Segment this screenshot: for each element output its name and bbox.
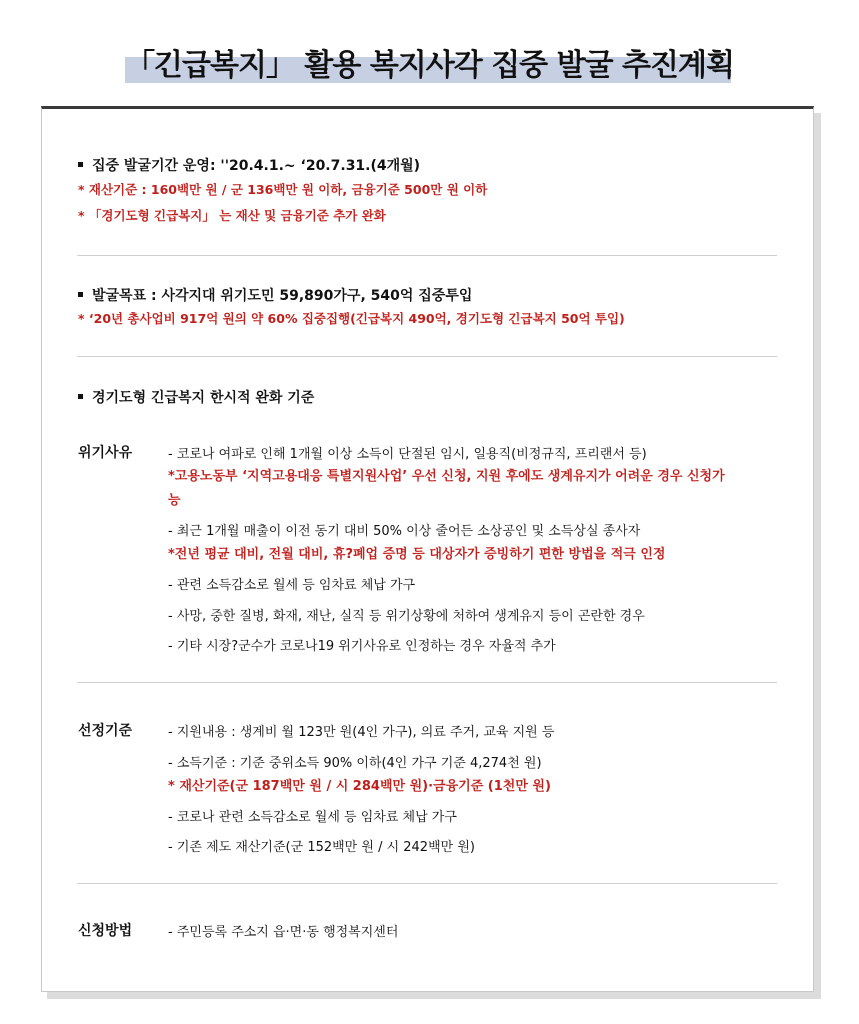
apply-item: - 주민등록 주소지 읍·면·동 행정복지센터	[168, 925, 399, 940]
period-note: * 재산기준 : 160백만 원 / 군 136백만 원 이하, 금융기준 500만 원 이하	[78, 182, 488, 197]
square-bullet-icon	[78, 394, 83, 399]
criteria-heading	[78, 387, 314, 407]
crisis-note-cont: 능	[168, 493, 181, 508]
square-bullet-icon	[78, 292, 83, 297]
selection-item: - 지원내용 : 생계비 월 123만 원(4인 가구), 의료 주거, 교육 지원 등	[168, 725, 555, 740]
divider	[77, 883, 777, 884]
divider	[77, 255, 777, 256]
period-note: * 「경기도형 긴급복지」 는 재산 및 금융기준 추가 완화	[78, 208, 386, 223]
divider	[77, 356, 777, 357]
period-heading	[78, 155, 420, 175]
selection-item: - 소득기준 : 기준 중위소득 90% 이하(4인 가구 기준 4,274천 원)	[168, 756, 542, 771]
crisis-label: 위기사유	[78, 445, 133, 461]
crisis-item: - 코로나 여파로 인해 1개월 이상 소득이 단절된 임시, 일용직(비정규직, 프리랜서 등)	[168, 447, 647, 462]
selection-note: * 재산기준(군 187백만 원 / 시 284백만 원)·금융기준 (1천만 원)	[168, 779, 551, 794]
goal-heading-text: 발굴목표 : 사각지대 위기도민 59,890가구, 540억 집중투입	[92, 288, 473, 304]
title-area	[0, 30, 859, 90]
crisis-note: *전년 평균 대비, 전월 대비, 휴?폐업 증명 등 대상자가 증빙하기 편한 방법을 적극 인정	[168, 547, 666, 562]
crisis-item: - 최근 1개월 매출이 이전 동기 대비 50% 이상 줄어든 소상공인 및 소득상실 종사자	[168, 524, 641, 539]
divider	[77, 682, 777, 683]
selection-label: 선정기준	[78, 723, 133, 739]
crisis-item: - 사망, 중한 질병, 화재, 재난, 실직 등 위기상황에 처하여 생계유지 등이 곤란한 경우	[168, 609, 645, 624]
goal-note: * ‘20년 총사업비 917억 원의 약 60% 집중집행(긴급복지 490억, 경기도형 긴급복지 50억 투입)	[78, 311, 625, 326]
apply-label: 신청방법	[78, 923, 133, 939]
square-bullet-icon	[78, 162, 83, 167]
goal-heading	[78, 285, 472, 305]
crisis-note: *고용노동부 ‘지역고용대응 특별지원사업’ 우선 신청, 지원 후에도 생계유지가 어려운 경우 신청가	[168, 469, 725, 484]
crisis-item: - 기타 시장?군수가 코로나19 위기사유로 인정하는 경우 자율적 추가	[168, 639, 556, 654]
selection-item: - 기존 제도 재산기준(군 152백만 원 / 시 242백만 원)	[168, 840, 475, 855]
period-heading-text: 집중 발굴기간 운영: ''20.4.1.~ ‘20.7.31.(4개월)	[92, 158, 421, 174]
page-title: 「긴급복지」 활용 복지사각 집중 발굴 추진계획	[125, 48, 734, 83]
selection-item: - 코로나 관련 소득감소로 월세 등 임차료 체납 가구	[168, 810, 457, 825]
crisis-item: - 관련 소득감소로 월세 등 임차료 체납 가구	[168, 578, 416, 593]
criteria-heading-text: 경기도형 긴급복지 한시적 완화 기준	[92, 390, 315, 406]
